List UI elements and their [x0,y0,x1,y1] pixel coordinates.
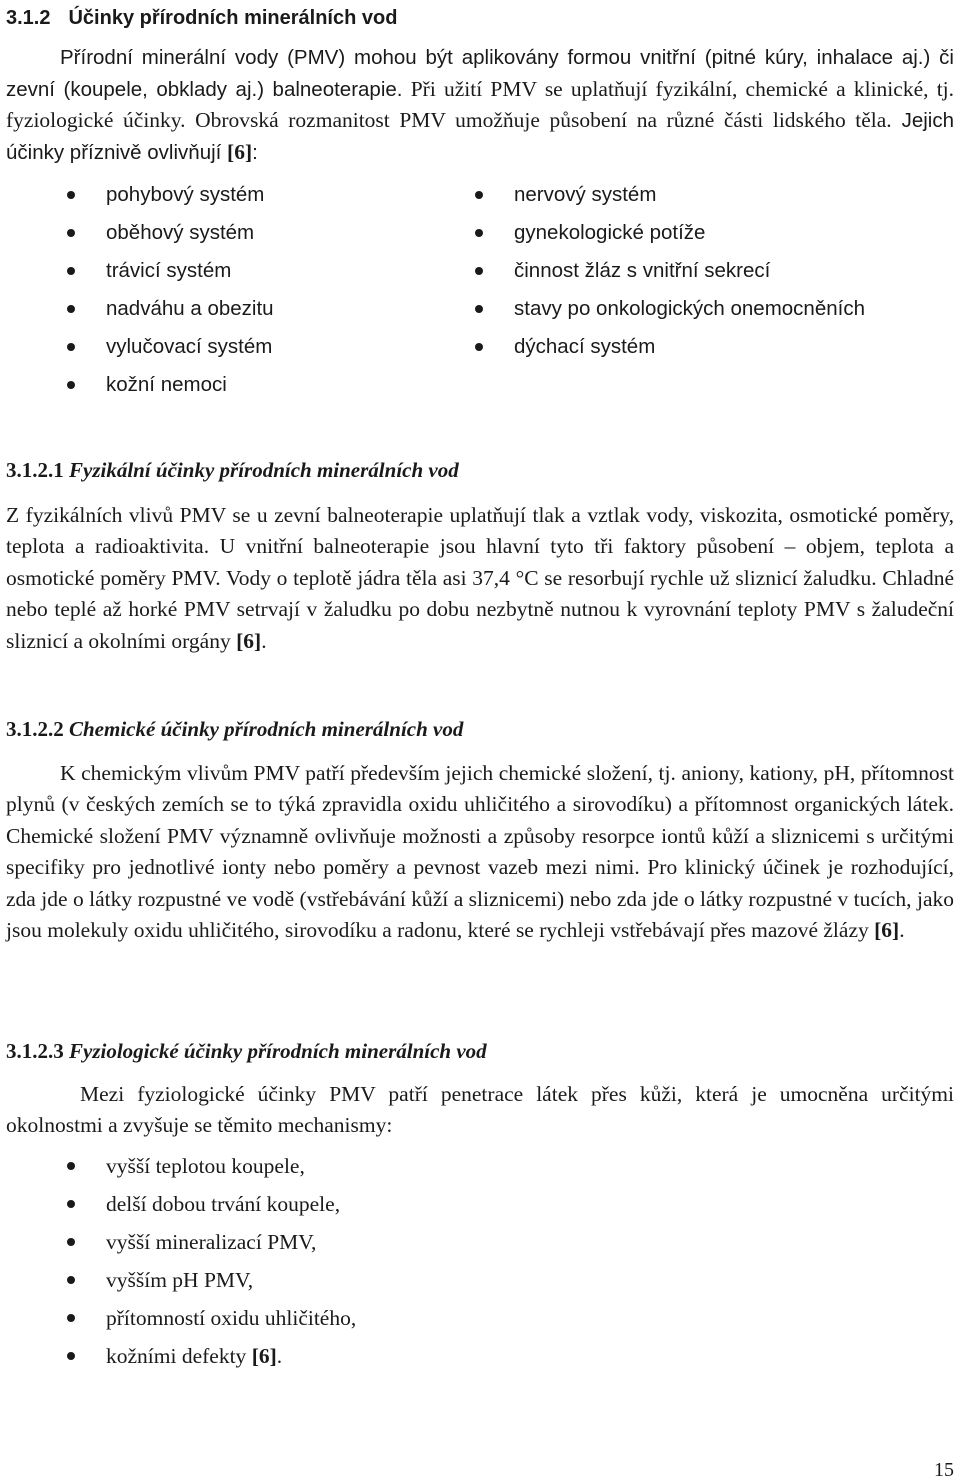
bullet-icon [475,229,483,237]
section-title: Účinky přírodních minerálních vod [68,7,398,29]
list-item: vyšší teplotou koupele, [106,1153,305,1179]
list-item: kožními defekty [6]. [106,1343,282,1369]
list-item: pohybový systém [106,182,264,208]
bullet-icon [67,191,75,199]
physical-paragraph: Z fyzikálních vlivů PMV se u zevní balneoterapie uplatňují tlak a vztlak vody, viskozita, osmotické poměry, teplota a radioaktivita. U vnitřní balneoterapie jsou hlavní tyto tři faktory působení – objem, teplota a osmotické poměry PMV. Vody o teplotě jádra těla asi 37,4 °C se resorbují rychle už sliznicí žaludku. Chladné nebo teplé až horké PMV setrvají v žaludku po dobu nezbytně nutnou k vyrovnání teploty PMV s žaludeční sliznicí a okolními orgány [6]. [6,503,954,653]
intro-tail: Jejich účinky příznivě ovlivňují [6,109,954,164]
intro-sans: Přírodní minerální vody (PMV) mohou být aplikovány formou vnitřní (pitné kúry, inhalace aj.) či zevní (koupele, obklady aj.) balneoterapie. [6,46,954,101]
bullet-icon [67,267,75,275]
bullet-icon [475,305,483,313]
list-item: stavy po onkologických onemocněních [514,296,865,322]
bullet-icon [67,343,75,351]
bullet-icon [67,1200,75,1208]
bullet-icon [67,305,75,313]
subsection-heading-physiological: 3.1.2.3 Fyziologické účinky přírodních minerálních vod [6,1039,487,1063]
bullet-icon [475,191,483,199]
bullet-icon [67,1276,75,1284]
bullet-icon [67,1238,75,1246]
list-item: trávicí systém [106,258,231,284]
intro-paragraph: Přírodní minerální vody (PMV) mohou být aplikovány formou vnitřní (pitné kúry, inhalace aj.) či zevní (koupele, obklady aj.) balneoterapie. Při užití PMV se uplatňují fyzikální, chemické a klinické, tj. fyziologické účinky. Obrovská rozmanitost PMV umožňuje působení na různé části lidského těla. Jejich účinky příznivě ovlivňují [6]: [6,46,955,164]
list-item: kožní nemoci [106,372,227,398]
page-number: 15 [934,1459,954,1481]
subsection-heading-chemical: 3.1.2.2 Chemické účinky přírodních minerálních vod [6,717,464,741]
list-item: přítomností oxidu uhličitého, [106,1305,356,1331]
bullet-icon [475,267,483,275]
list-item: nervový systém [514,182,656,208]
citation: [6] [236,628,262,653]
list-item: gynekologické potíže [514,220,705,246]
list-item: dýchací systém [514,334,655,360]
citation: [6] [227,139,253,164]
section-heading [6,6,960,30]
list-item: oběhový systém [106,220,254,246]
bullet-icon [67,1162,75,1170]
section-number: 3.1.2 [6,7,51,29]
list-item: vylučovací systém [106,334,272,360]
list-item: vyšší mineralizací PMV, [106,1229,316,1255]
bullet-icon [67,1352,75,1360]
bullet-icon [475,343,483,351]
chemical-paragraph: K chemickým vlivům PMV patří především jejich chemické složení, tj. aniony, kationy, pH, přítomnost plynů (v českých zemích se to týká zpravidla oxidu uhličitého a sirovodíku) a přítomnost organických látek. Chemické složení PMV významně ovlivňuje možnosti a způsoby resorpce iontů kůží a sliznicemi s určitými specifiky pro jednotlivé ionty nebo poměry a pevnost vazeb mezi nimi. Pro klinický účinek je rozhodující, zda jde o látky rozpustné ve vodě (vstřebávání kůží a sliznicemi) nebo zda jde o látky rozpustné v tucích, jako jsou molekuly oxidu uhličitého, sirovodíku a radonu, které se rychleji vstřebávají přes mazové žlázy [6]. [6,761,954,943]
list-item: nadváhu a obezitu [106,296,274,322]
citation: [6] [874,918,900,943]
physiological-paragraph: Mezi fyziologické účinky PMV patří penetrace látek přes kůži, která je umocněna určitými okolnostmi a zvyšuje se těmito mechanismy: [6,1082,954,1138]
subsection-heading-physical: 3.1.2.1 Fyzikální účinky přírodních minerálních vod [6,458,459,482]
list-item: činnost žláz s vnitřní sekrecí [514,258,770,284]
bullet-icon [67,1314,75,1322]
citation: [6] [251,1344,277,1368]
bullet-icon [67,381,75,389]
list-item: delší dobou trvání koupele, [106,1191,340,1217]
list-item: vyšším pH PMV, [106,1267,253,1293]
intro-serif: Při užití PMV se uplatňují fyzikální, chemické a klinické, tj. fyziologické účinky. Obrovská rozmanitost PMV umožňuje působení na různé části lidského těla. [6,76,955,133]
bullet-icon [67,229,75,237]
